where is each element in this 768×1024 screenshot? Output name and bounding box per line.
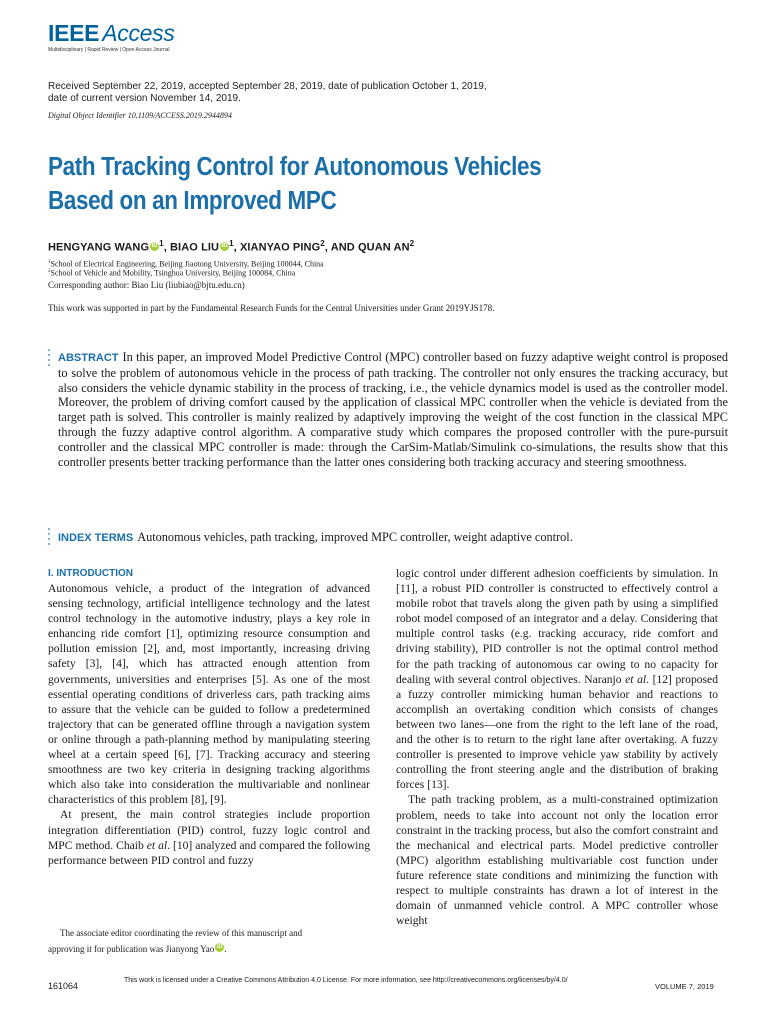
paragraph	[396, 566, 718, 792]
affiliation-marker: 1	[229, 239, 234, 248]
paragraph: Autonomous vehicle, a product of the integration of advanced sensing technology, artificial intelligence technology and the latest control technology in the automotive industry, plays a key role in enhancing ride comfort [1], optimizing resource consumption and pollution emission [2], and, most importantly, increasing driving safety [3], [4], which has attracted enough attention from governments, universities and enterprises [5]. As one of the most essential operating conditions of driverless cars, path tracking aims to assure that the vehicle can be guided to follow a predetermined trajectory that can be generated offline through a navigation system or online through a path-planning method by manipulating steering wheel at a certain speed [6], [7]. Tracking accuracy and steering smoothness are two key criteria in designing tracking algorithms which also take into consideration the multivariable and nonlinear characteristics of this problem [8], [9].	[48, 582, 370, 807]
affiliation-number: 2	[48, 269, 51, 274]
paragraph-text: logic control under different adhesion coefficients by simulation. In [11], a robust PID controller is constructed to effectively control a mobile robot that travels along the given path by using a simplified robot model composed of an integrator and a delay. Considering that multiple control tasks (e.g. tracking accuracy, ride comfort and driving stability), PID controller is not the optimal control method for the path tracking of autonomous car owing to no capacity for dealing with several control objectives. Naranjo	[396, 567, 718, 686]
affiliation-marker: 1	[159, 239, 164, 248]
logo-ieee-text: IEEE	[48, 20, 100, 46]
abstract-text: In this paper, an improved Model Predictive Control (MPC) controller based on fuzzy adaptive weight control is proposed to solve the problem of autonomous vehicle in the process of path tracking. The controller not only ensures the tracking accuracy, but also considers the vehicle dynamic stability in the process of tracking, i.e., the vehicle dynamics model is used as the controller model. Moreover, the problem of driving comfort caused by the application of classical MPC controller when the vehicle is deviated from the target path is solved. This controller is mainly realized by adaptively improving the weight of the cost function in the classical MPC through the fuzzy adaptive control algorithm. A comparative study which compares the proposed controller with the pure-pursuit controller and the classical MPC controller is made: through the CarSim-Matlab/Simulink co-simulations, the results show that this controller presents better tracking performance than the latter ones considering both tracking accuracy and steering smoothness.	[58, 350, 728, 469]
affiliation-marker: 2	[320, 239, 325, 248]
author-name: HENGYANG WANG	[48, 241, 150, 254]
affiliation-marker: 2	[409, 239, 415, 248]
index-terms	[58, 530, 728, 546]
affiliation-text: School of Vehicle and Mobility, Tsinghua University, Beijing 100084, China	[50, 268, 296, 278]
et-al: et al	[146, 838, 168, 852]
section-dots-decoration	[48, 349, 52, 369]
doi: Digital Object Identifier 10.1109/ACCESS.2019.2944894	[48, 111, 232, 120]
footnote-text: The associate editor coordinating the review of this manuscript and	[60, 928, 303, 938]
editor-footnote	[48, 925, 370, 957]
logo-tagline: Multidisciplinary | Rapid Review | Open Access Journal	[48, 47, 170, 53]
orcid-icon[interactable]: iD	[221, 242, 228, 249]
affiliation-number: 1	[48, 260, 51, 265]
orcid-icon[interactable]: iD	[216, 944, 223, 950]
funding-statement: This work was supported in part by the Fundamental Research Funds for the Central Universities under Grant 2019YJS178.	[48, 303, 495, 313]
et-al: et al	[625, 672, 647, 686]
paragraph: The path tracking problem, as a multi-constrained optimization problem, needs to take into account not only the location error constraint in the tracking process, but also the comfort constraint and the mechanical and electrical parts. Model predictive controller (MPC) algorithm establishing multivariable cost function under future reference state conditions and minimizing the function with respect to multiple constraints has drawn a lot of interest in the domain of unmanned vehicle control. A MPC controller whose weight	[396, 793, 718, 928]
orcid-icon[interactable]: iD	[151, 242, 158, 249]
paragraph	[48, 807, 370, 867]
journal-logo	[48, 20, 175, 46]
author-name: , BIAO LIU	[163, 241, 220, 254]
index-terms-heading: INDEX TERMS	[58, 532, 134, 544]
footnote-text: approving it for publication was Jianyong Yao	[48, 944, 215, 954]
abstract-heading: ABSTRACT	[58, 352, 119, 364]
left-column	[48, 566, 370, 868]
section-heading: I. INTRODUCTION	[48, 568, 133, 579]
paragraph-text: At present, the main control strategies include proportion integration differentiation (PID) control, fuzzy logic control and MPC method. Chaib	[48, 808, 370, 852]
volume-label: VOLUME 7, 2019	[655, 982, 714, 991]
paragraph-text: . [12] proposed a fuzzy controller mimicking human behavior and reactions to accomplish an overtaking condition which consists of changes between two lanes—one from the right to the left lane of the road, and the other is to return to the right lane after overtaking. A fuzzy controller is presented to improve vehicle yaw stability by actively controlling the front steering angle and the distribution of braking forces [13].	[396, 672, 718, 792]
abstract	[58, 350, 728, 469]
section-dots-decoration	[48, 528, 52, 548]
received-dates-line1: Received September 22, 2019, accepted September 28, 2019, date of publication October 1, 2019,	[48, 81, 487, 92]
logo-access-text: Access	[102, 20, 175, 46]
author-name: , AND QUAN AN	[324, 241, 410, 254]
author-name: , XIANYAO PING	[233, 241, 321, 254]
page-number: 161064	[48, 981, 79, 991]
footnote-text: .	[224, 944, 227, 954]
author-list	[48, 239, 414, 254]
right-column	[396, 566, 718, 928]
received-dates-line2: date of current version November 14, 2019.	[48, 93, 241, 104]
index-terms-text: Autonomous vehicles, path tracking, improved MPC controller, weight adaptive control.	[137, 530, 573, 544]
license-notice[interactable]: This work is licensed under a Creative Commons Attribution 4.0 License. For more information, see http://creativecommons.org/licenses/by/4.0/	[124, 977, 568, 984]
paragraph-text: . [10] analyzed and compared the following performance between PID control and fuzzy	[48, 838, 370, 867]
corresponding-author: Corresponding author: Biao Liu (liubiao@bjtu.edu.cn)	[48, 280, 245, 290]
affiliation-text: School of Electrical Engineering, Beijing Jiaotong University, Beijing 100044, China	[50, 259, 324, 269]
affiliation	[48, 267, 295, 279]
paper-title: Path Tracking Control for Autonomous Vehicles Based on an Improved MPC	[48, 153, 542, 215]
